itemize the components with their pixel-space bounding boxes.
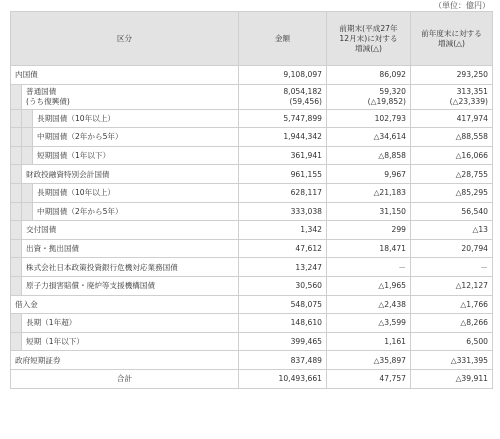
row-label: 長期（1年超） — [22, 314, 239, 333]
vs-prev-fy-cell: △28,755 — [411, 165, 493, 184]
vs-prev-period-cell: － — [327, 258, 411, 277]
row-label: 短期国債（1年以下） — [33, 146, 239, 165]
row-label: 普通国債 (うち復興債) — [22, 84, 239, 109]
vs-prev-period-cell: 18,471 — [327, 239, 411, 258]
row-label: 原子力損害賠償・廃炉等支援機構国債 — [22, 276, 239, 295]
table-row — [11, 314, 493, 333]
header-vs-prev-fy: 前年度末に対する 増減(△) — [411, 12, 493, 66]
vs-prev-period-cell: 31,150 — [327, 202, 411, 221]
amount-cell: 47,612 — [239, 239, 327, 258]
vs-prev-fy-cell: － — [411, 258, 493, 277]
table-row — [11, 276, 493, 295]
indent-cell — [22, 146, 33, 165]
vs-prev-fy-cell: 417,974 — [411, 109, 493, 128]
row-label: 中期国債（2年から5年） — [33, 202, 239, 221]
amount-cell: 1,944,342 — [239, 128, 327, 147]
table-row — [11, 128, 493, 147]
indent-cell — [11, 276, 22, 295]
vs-prev-period-cell: 299 — [327, 221, 411, 240]
vs-prev-period-cell: △21,183 — [327, 183, 411, 202]
vs-prev-period-cell: △34,614 — [327, 128, 411, 147]
header-category: 区分 — [11, 12, 239, 66]
table-row — [11, 295, 493, 314]
row-label: 政府短期証券 — [11, 351, 239, 370]
row-label: 財政投融資特別会計国債 — [22, 165, 239, 184]
row-label: 交付国債 — [22, 221, 239, 240]
amount-cell: 361,941 — [239, 146, 327, 165]
row-label: 内国債 — [11, 66, 239, 85]
indent-cell — [11, 332, 22, 351]
amount-cell: 961,155 — [239, 165, 327, 184]
table-row — [11, 351, 493, 370]
vs-prev-period-cell: △8,858 — [327, 146, 411, 165]
amount-cell: 10,493,661 — [239, 369, 327, 388]
vs-prev-fy-cell: △39,911 — [411, 369, 493, 388]
vs-prev-period-cell: 47,757 — [327, 369, 411, 388]
vs-prev-period-cell: 86,092 — [327, 66, 411, 85]
amount-cell: 148,610 — [239, 314, 327, 333]
table-row — [11, 183, 493, 202]
row-label: 借入金 — [11, 295, 239, 314]
row-label: 長期国債（10年以上） — [33, 183, 239, 202]
vs-prev-period-cell: △2,438 — [327, 295, 411, 314]
amount-cell: 8,054,182 (59,456) — [239, 84, 327, 109]
amount-cell: 9,108,097 — [239, 66, 327, 85]
table-header-row — [11, 12, 493, 66]
table-row — [11, 239, 493, 258]
row-label: 株式会社日本政策投資銀行危機対応業務国債 — [22, 258, 239, 277]
amount-cell: 548,075 — [239, 295, 327, 314]
amount-cell: 628,117 — [239, 183, 327, 202]
indent-cell — [11, 202, 22, 221]
total-label: 合計 — [11, 369, 239, 388]
row-label: 短期（1年以下） — [22, 332, 239, 351]
indent-cell — [11, 314, 22, 333]
header-vs-prev-period: 前期末(平成27年 12月末)に対する 増減(△) — [327, 12, 411, 66]
row-label: 中期国債（2年から5年） — [33, 128, 239, 147]
vs-prev-fy-cell: △13 — [411, 221, 493, 240]
indent-cell — [11, 183, 22, 202]
table-row — [11, 66, 493, 85]
indent-cell — [22, 202, 33, 221]
vs-prev-fy-cell: △16,066 — [411, 146, 493, 165]
table-row — [11, 258, 493, 277]
table-row — [11, 109, 493, 128]
vs-prev-period-cell: △1,965 — [327, 276, 411, 295]
vs-prev-period-cell: 1,161 — [327, 332, 411, 351]
government-debt-table — [10, 11, 493, 389]
vs-prev-fy-cell: 56,540 — [411, 202, 493, 221]
indent-cell — [11, 84, 22, 109]
indent-cell — [11, 239, 22, 258]
indent-cell — [11, 128, 22, 147]
amount-cell: 13,247 — [239, 258, 327, 277]
vs-prev-period-cell: 102,793 — [327, 109, 411, 128]
indent-cell — [22, 183, 33, 202]
header-amount: 金額 — [239, 12, 327, 66]
vs-prev-period-cell: 59,320 (△19,852) — [327, 84, 411, 109]
table-row — [11, 332, 493, 351]
indent-cell — [11, 109, 22, 128]
vs-prev-fy-cell: 20,794 — [411, 239, 493, 258]
vs-prev-fy-cell: △88,558 — [411, 128, 493, 147]
table-row — [11, 369, 493, 388]
unit-note: （単位：億円） — [434, 1, 490, 10]
table-row — [11, 165, 493, 184]
table-row — [11, 146, 493, 165]
vs-prev-fy-cell: △12,127 — [411, 276, 493, 295]
amount-cell: 30,560 — [239, 276, 327, 295]
vs-prev-period-cell: △3,599 — [327, 314, 411, 333]
table-row — [11, 221, 493, 240]
indent-cell — [22, 109, 33, 128]
indent-cell — [11, 221, 22, 240]
amount-cell: 1,342 — [239, 221, 327, 240]
amount-cell: 333,038 — [239, 202, 327, 221]
vs-prev-fy-cell: △1,766 — [411, 295, 493, 314]
indent-cell — [11, 165, 22, 184]
amount-cell: 399,465 — [239, 332, 327, 351]
vs-prev-fy-cell: 6,500 — [411, 332, 493, 351]
indent-cell — [22, 128, 33, 147]
indent-cell — [11, 258, 22, 277]
vs-prev-fy-cell: 313,351 (△23,339) — [411, 84, 493, 109]
table-body — [11, 66, 493, 389]
vs-prev-fy-cell: △85,295 — [411, 183, 493, 202]
amount-cell: 837,489 — [239, 351, 327, 370]
vs-prev-fy-cell: △331,395 — [411, 351, 493, 370]
vs-prev-fy-cell: 293,250 — [411, 66, 493, 85]
row-label: 長期国債（10年以上） — [33, 109, 239, 128]
table-row — [11, 84, 493, 109]
vs-prev-period-cell: △35,897 — [327, 351, 411, 370]
vs-prev-fy-cell: △8,266 — [411, 314, 493, 333]
amount-cell: 5,747,899 — [239, 109, 327, 128]
vs-prev-period-cell: 9,967 — [327, 165, 411, 184]
table-row — [11, 202, 493, 221]
indent-cell — [11, 146, 22, 165]
row-label: 出資・拠出国債 — [22, 239, 239, 258]
